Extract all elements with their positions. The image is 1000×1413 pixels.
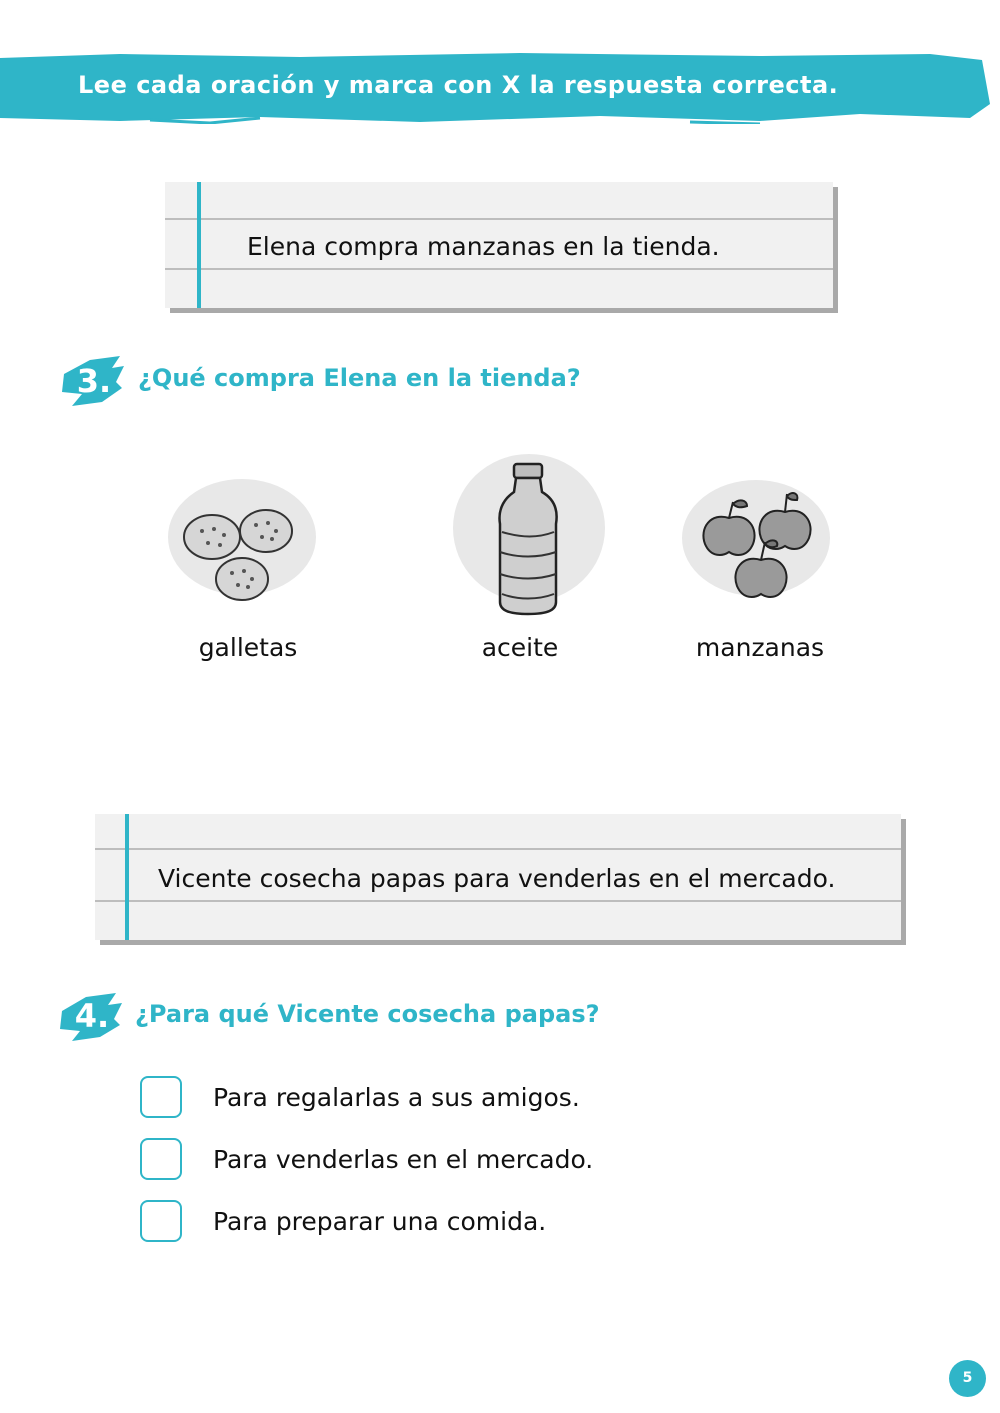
question-number-4-badge: [60, 987, 124, 1043]
answer-checkbox-2[interactable]: [140, 1138, 182, 1180]
reading-card-1: [165, 182, 833, 308]
answer-option-3: Para preparar una comida.: [213, 1207, 547, 1236]
option-label-manzanas: manzanas: [695, 633, 825, 662]
question-4-text: ¿Para qué Vicente cosecha papas?: [135, 1000, 600, 1028]
question-3-text: ¿Qué compra Elena en la tienda?: [138, 364, 581, 392]
question-number-4: 4.: [74, 997, 110, 1035]
instruction-text: Lee cada oración y marca con X la respuesta correcta.: [78, 71, 839, 99]
answer-checkbox-3[interactable]: [140, 1200, 182, 1242]
reading-card-2: [95, 814, 901, 940]
oil-bottle-icon[interactable]: [452, 452, 606, 616]
apples-icon[interactable]: [681, 478, 831, 608]
answer-option-2: Para venderlas en el mercado.: [213, 1145, 594, 1174]
answer-checkbox-1[interactable]: [140, 1076, 182, 1118]
cookies-icon[interactable]: [168, 477, 316, 607]
instruction-banner: [0, 52, 990, 124]
question-number-3-badge: [62, 352, 126, 408]
reading-sentence-1: Elena compra manzanas en la tienda.: [247, 232, 720, 261]
answer-option-1: Para regalarlas a sus amigos.: [213, 1083, 580, 1112]
option-label-aceite: aceite: [481, 633, 559, 662]
option-label-galletas: galletas: [198, 633, 298, 662]
question-number-3: 3.: [76, 362, 112, 400]
page-number: 5: [949, 1360, 986, 1397]
reading-sentence-2: Vicente cosecha papas para venderlas en el mercado.: [158, 864, 836, 893]
